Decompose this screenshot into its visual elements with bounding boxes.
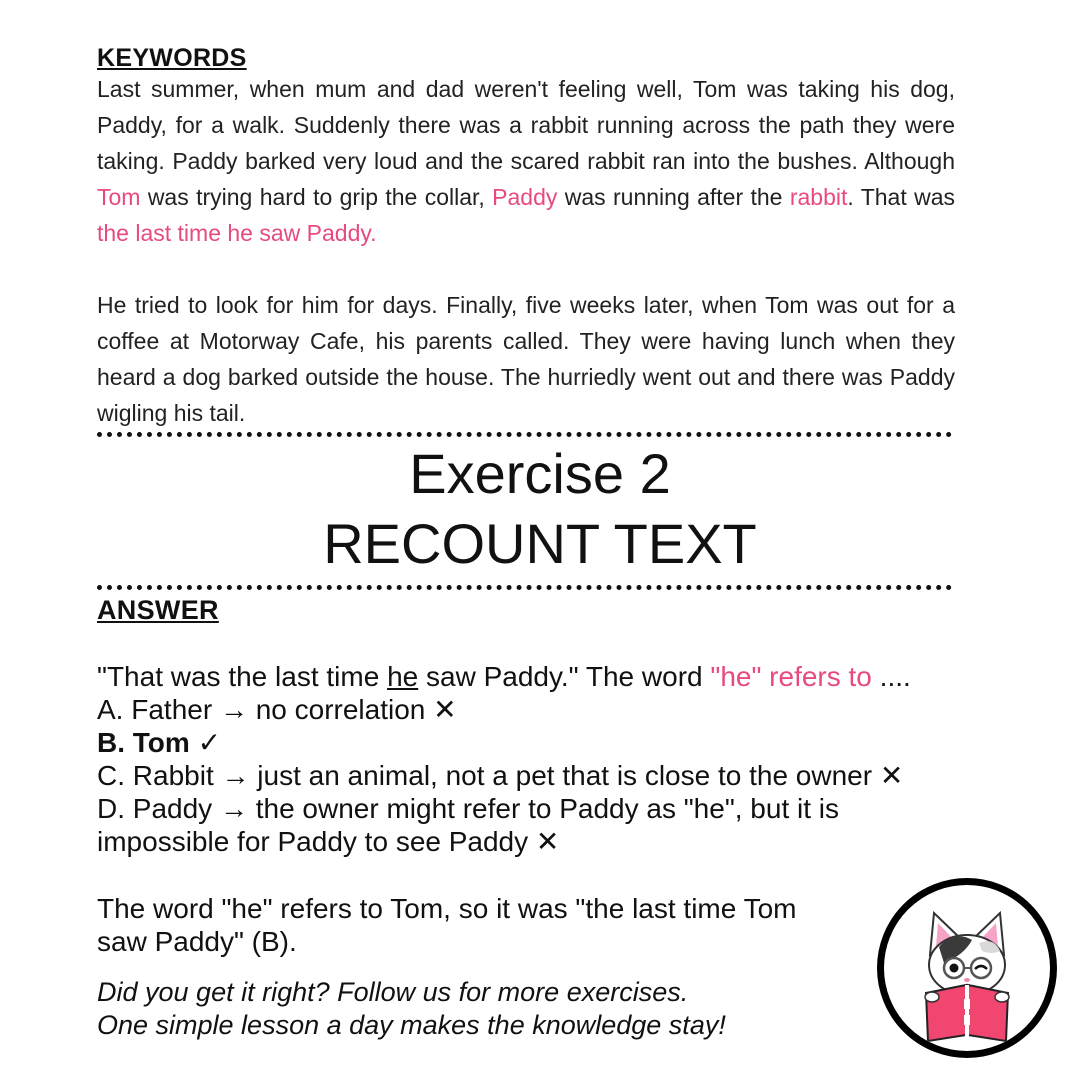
keyword-tom: Tom <box>97 184 141 210</box>
keywords-heading: KEYWORDS <box>97 44 247 72</box>
exercise-number: Exercise 2 <box>409 442 671 505</box>
cat-mascot-drawing <box>884 885 1050 1051</box>
option-d-continued: impossible for Paddy to see Paddy ✕ <box>97 826 560 857</box>
closing-line: Did you get it right? Follow us for more exercises. <box>97 977 689 1007</box>
question-highlight: "he" refers to <box>710 661 872 692</box>
dotted-divider-bottom <box>97 585 952 590</box>
dotted-divider-top <box>97 432 952 437</box>
cat-reading-book-icon <box>877 878 1057 1058</box>
keyword-paddy: Paddy <box>492 184 558 210</box>
exercise-type: RECOUNT TEXT <box>323 512 757 575</box>
question-text: saw Paddy." The word <box>418 661 711 692</box>
explanation-line: saw Paddy" (B). <box>97 926 297 957</box>
explanation <box>97 892 897 958</box>
story-paragraph-2: He tried to look for him for days. Finally, five weeks later, when Tom was out for a coffee at Motorway Cafe, his parents called. They were having lunch when they heard a dog barked outside the house. The hurriedly went out and there was Paddy wigling his tail. <box>97 292 955 426</box>
question-text: "That was the last time <box>97 661 388 692</box>
option-d: D. Paddy → the owner might refer to Paddy as "he", but it is <box>97 793 840 824</box>
answer-block <box>97 660 997 858</box>
closing-message <box>97 976 897 1042</box>
closing-line: One simple lesson a day makes the knowledge stay! <box>97 1010 726 1040</box>
keyword-sentence: the last time he saw Paddy. <box>97 220 377 246</box>
question-text: .... <box>871 661 911 692</box>
story-text: Last summer, when mum and dad weren't feeling well, Tom was taking his dog, Paddy, for a walk. Suddenly there was a rabbit running across the path they were taking. Paddy barked very loud and the scared rabbit ran into the bushes. Although <box>97 76 955 174</box>
story-text: . That was <box>847 184 956 210</box>
question-underlined-word: he <box>387 661 419 692</box>
story-text: was running after the <box>557 184 790 210</box>
answer-heading: ANSWER <box>97 595 219 625</box>
story-paragraph-1 <box>97 71 955 251</box>
option-c: C. Rabbit → just an animal, not a pet that is close to the owner ✕ <box>97 760 904 791</box>
option-b-correct: B. Tom ✓ <box>97 727 222 758</box>
story-text: was trying hard to grip the collar, <box>140 184 493 210</box>
option-a: A. Father → no correlation ✕ <box>97 694 457 725</box>
keyword-rabbit: rabbit <box>789 184 848 210</box>
question-line <box>97 660 997 693</box>
explanation-line: The word "he" refers to Tom, so it was "the last time Tom <box>97 893 797 924</box>
